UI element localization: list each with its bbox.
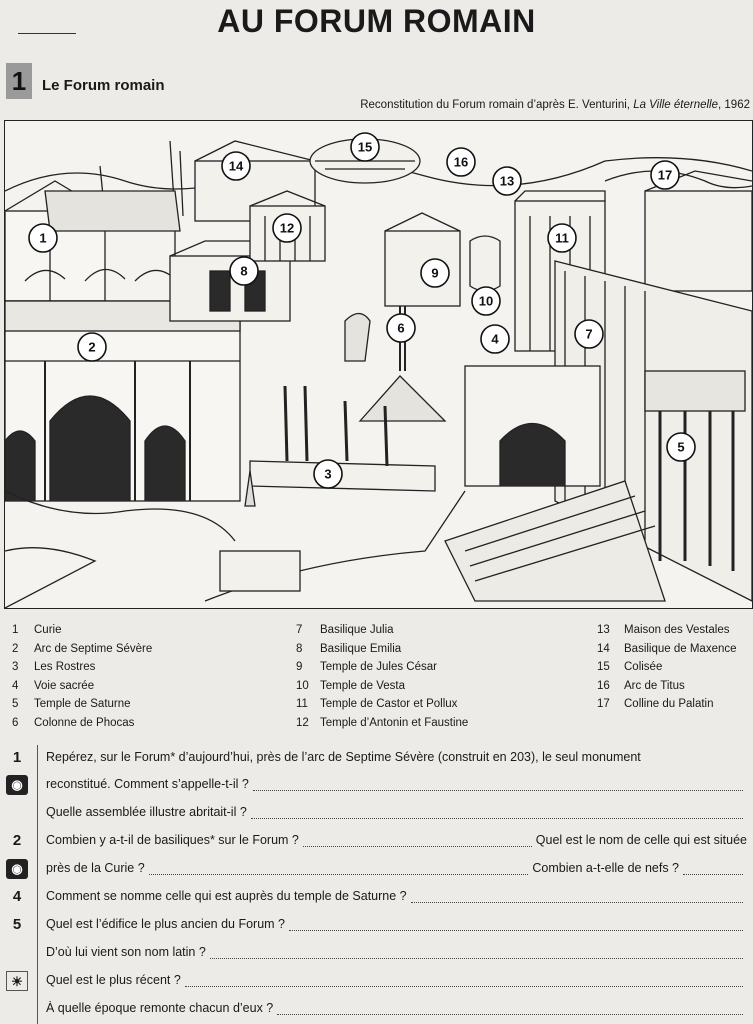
question-text <box>46 1001 747 1015</box>
section-title: Le Forum romain <box>42 77 165 94</box>
legend-item: 15 Colisée <box>597 661 663 674</box>
question-row <box>0 856 753 883</box>
answer-blank[interactable] <box>289 917 743 931</box>
svg-text:11: 11 <box>555 230 569 246</box>
question-row <box>0 940 753 967</box>
question-text <box>46 973 747 987</box>
legend-item: 8 Basilique Emilia <box>296 642 402 655</box>
question-row <box>0 828 753 855</box>
illustration-marker-1 <box>29 224 57 252</box>
answer-blank[interactable] <box>185 973 743 987</box>
question-label: Repérez, sur le Forum* d’aujourd’hui, près de l’arc de Septime Sévère (construit en 203), le seul monument <box>46 750 641 764</box>
illustration-marker-5 <box>667 433 695 461</box>
illustration-marker-11 <box>548 224 576 252</box>
legend-item: 4 Voie sacrée <box>12 679 95 692</box>
question-number: 5 <box>12 916 22 933</box>
question-label: Quelle assemblée illustre abritait-il ? <box>46 805 247 819</box>
legend-column-2 <box>296 621 468 733</box>
legend-item: 16 Arc de Titus <box>597 679 685 692</box>
answer-blank[interactable] <box>411 889 743 903</box>
illustration-caption <box>360 99 750 111</box>
illustration-marker-10 <box>472 287 500 315</box>
question-text <box>46 805 747 819</box>
svg-text:17: 17 <box>657 167 673 183</box>
question-label-secondary: Quel est le nom de celle qui est située <box>535 833 747 847</box>
illustration-marker-2 <box>78 333 106 361</box>
illustration-marker-15 <box>351 133 379 161</box>
forum-drawing <box>5 121 752 608</box>
question-label-secondary: Combien a-t-elle de nefs ? <box>532 861 679 875</box>
legend-item: 11 Temple de Castor et Pollux <box>296 698 458 711</box>
question-label: près de la Curie ? <box>46 861 145 875</box>
question-row <box>0 968 753 995</box>
legend-item: 3 Les Rostres <box>12 661 96 674</box>
question-text <box>46 917 747 931</box>
illustration-marker-13 <box>493 167 521 195</box>
illustration-marker-8 <box>230 257 258 285</box>
question-text <box>46 777 747 791</box>
question-row <box>0 800 753 827</box>
legend-item: 2 Arc de Septime Sévère <box>12 642 153 655</box>
answer-blank[interactable] <box>253 777 743 791</box>
answer-blank[interactable] <box>210 945 743 959</box>
legend-item: 14 Basilique de Maxence <box>597 642 737 655</box>
illustration-marker-14 <box>222 152 250 180</box>
legend-item: 9 Temple de Jules César <box>296 661 437 674</box>
eye-icon: ◉ <box>6 775 28 795</box>
svg-text:10: 10 <box>478 293 494 309</box>
svg-text:12: 12 <box>279 220 295 236</box>
illustration-marker-4 <box>481 325 509 353</box>
svg-text:6: 6 <box>397 320 405 336</box>
svg-text:8: 8 <box>240 263 248 279</box>
question-text <box>46 750 747 764</box>
answer-blank[interactable] <box>303 833 532 847</box>
question-label: reconstitué. Comment s’appelle-t-il ? <box>46 777 249 791</box>
answer-blank[interactable] <box>277 1001 743 1015</box>
legend-column-3 <box>597 621 737 714</box>
svg-text:13: 13 <box>499 173 515 189</box>
question-text <box>46 889 747 903</box>
question-label: Quel est l’édifice le plus ancien du Forum ? <box>46 917 286 931</box>
legend-item: 7 Basilique Julia <box>296 624 394 636</box>
section-number-badge: 1 <box>6 63 32 99</box>
question-row <box>0 912 753 939</box>
question-label: Comment se nomme celle qui est auprès du temple de Saturne ? <box>46 889 407 903</box>
page-title: AU FORUM ROMAIN <box>217 3 536 39</box>
legend-item: 17 Colline du Palatin <box>597 698 714 711</box>
answer-blank[interactable] <box>149 861 529 875</box>
svg-text:3: 3 <box>324 466 332 482</box>
svg-text:5: 5 <box>677 439 685 455</box>
question-text <box>46 861 747 875</box>
question-label: D’où lui vient son nom latin ? <box>46 945 206 959</box>
question-number: 2 <box>12 832 22 849</box>
answer-blank[interactable] <box>251 805 743 819</box>
question-row <box>0 772 753 799</box>
illustration-marker-16 <box>447 148 475 176</box>
illustration-marker-9 <box>421 259 449 287</box>
lightbulb-icon: ☀ <box>6 971 28 991</box>
question-text <box>46 945 747 959</box>
question-text <box>46 833 747 847</box>
svg-text:7: 7 <box>585 326 593 342</box>
legend-item: 10 Temple de Vesta <box>296 679 406 692</box>
caption-prefix: Reconstitution du Forum romain d’après E. Venturini, <box>360 99 634 111</box>
svg-text:9: 9 <box>431 265 439 281</box>
svg-text:15: 15 <box>357 139 373 155</box>
question-label: À quelle époque remonte chacun d’eux ? <box>46 1001 274 1015</box>
legend-item: 6 Colonne de Phocas <box>12 716 135 729</box>
question-row <box>0 884 753 911</box>
illustration-marker-7 <box>575 320 603 348</box>
svg-text:4: 4 <box>491 331 499 347</box>
svg-text:1: 1 <box>39 230 47 246</box>
caption-book-title: La Ville éternelle <box>633 99 719 111</box>
illustration-marker-12 <box>273 214 301 242</box>
question-row <box>0 996 753 1023</box>
illustration-marker-6 <box>387 314 415 342</box>
question-label: Combien y a-t-il de basiliques* sur le Forum ? <box>46 833 299 847</box>
svg-text:16: 16 <box>453 154 469 170</box>
illustration-marker-17 <box>651 161 679 189</box>
svg-text:2: 2 <box>88 339 96 355</box>
legend-item: 12 Temple d’Antonin et Faustine <box>296 716 469 729</box>
legend-item: 5 Temple de Saturne <box>12 698 131 711</box>
question-number: 4 <box>12 888 22 905</box>
illustration-marker-3 <box>314 460 342 488</box>
svg-text:14: 14 <box>228 158 244 174</box>
legend-item: 13 Maison des Vestales <box>597 624 730 636</box>
caption-suffix: , 1962 <box>718 99 750 111</box>
legend-column-1 <box>12 621 152 733</box>
legend-item: 1 Curie <box>12 624 62 636</box>
question-label: Quel est le plus récent ? <box>46 973 181 987</box>
forum-illustration <box>4 120 753 609</box>
answer-blank[interactable] <box>683 861 743 875</box>
eye-icon: ◉ <box>6 859 28 879</box>
question-number: 1 <box>12 749 22 766</box>
question-row <box>0 745 753 772</box>
